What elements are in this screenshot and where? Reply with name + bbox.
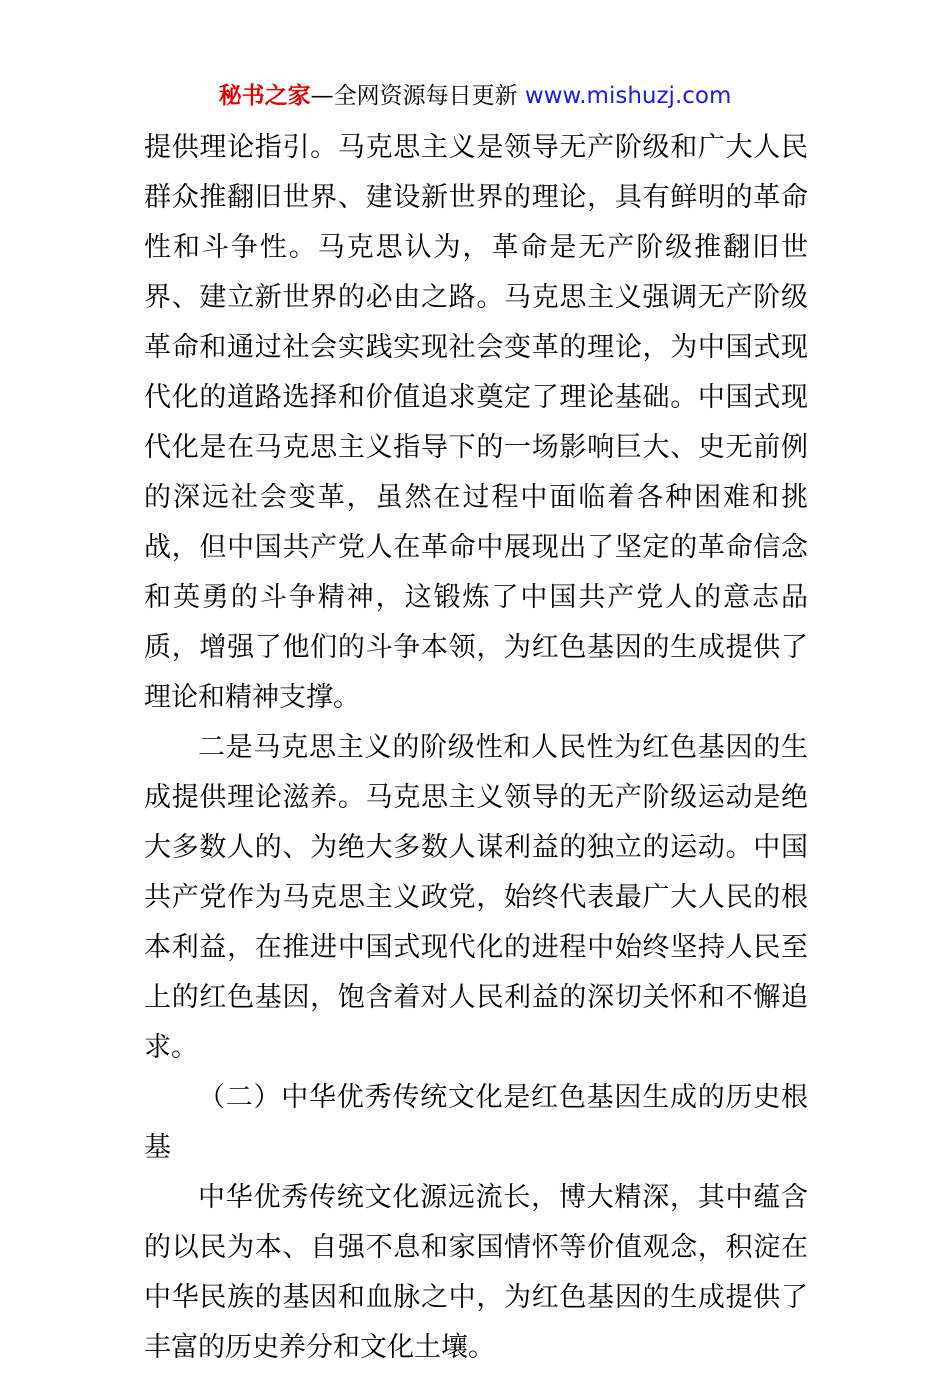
header-slogan: —全网资源每日更新 [310,83,518,109]
section-subheading: （二）中华优秀传统文化是红色基因生成的历史根基 [144,1082,808,1163]
paragraph-traditional-culture: 中华优秀传统文化源远流长，博大精深，其中蕴含的以民为本、自强不息和家国情怀等价值观念，积淀在中华民族的基因和血脉之中，为红色基因的生成提供了丰富的历史养分和文化土壤。 [144,1182,808,1363]
page-header [0,80,950,112]
header-brand: 秘书之家 [218,83,311,109]
paragraph-continued: 提供理论指引。马克思主义是领导无产阶级和广大人民群众推翻旧世界、建设新世界的理论，具有鲜明的革命性和斗争性。马克思认为，革命是无产阶级推翻旧世界、建立新世界的必由之路。马克思主义强调无产阶级革命和通过社会实践实现社会变革的理论，为中国式现代化的道路选择和价值追求奠定了理论基础。中国式现代化是在马克思主义指导下的一场影响巨大、史无前例的深远社会变革，虽然在过程中面临着各种困难和挑战，但中国共产党人在革命中展现出了坚定的革命信念和英勇的斗争精神，这锻炼了中国共产党人的意志品质，增强了他们的斗争本领，为红色基因的生成提供了理论和精神支撑。 [144,132,808,713]
header-site-url[interactable]: www.mishuzj.com [524,83,732,109]
document-body [144,123,808,1373]
paragraph-point-two: 二是马克思主义的阶级性和人民性为红色基因的生成提供理论滋养。马克思主义领导的无产阶级运动是绝大多数人的、为绝大多数人谋利益的独立的运动。中国共产党作为马克思主义政党，始终代表最广大人民的根本利益，在推进中国式现代化的进程中始终坚持人民至上的红色基因，饱含着对人民利益的深切关怀和不懈追求。 [144,732,808,1063]
